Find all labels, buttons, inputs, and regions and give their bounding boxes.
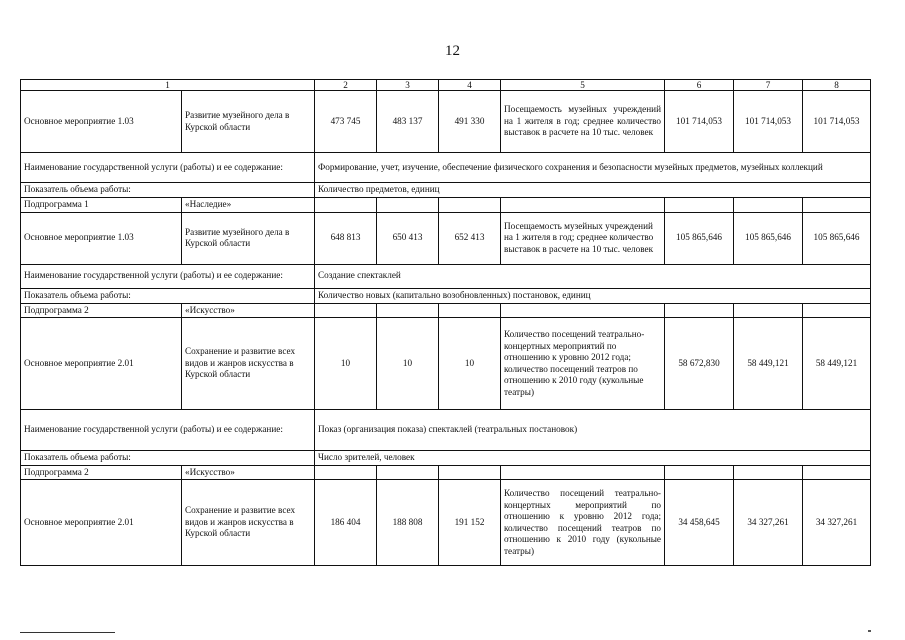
service-text: Показ (организация показа) спектаклей (театральных постановок) [315,410,871,451]
table-row [21,480,871,566]
value-col-7: 34 327,261 [734,480,803,566]
service-label: Наименование государственной услуги (работы) и ее содержание: [21,153,315,183]
measure-label: Основное мероприятие 1.03 [21,212,182,264]
subprogram-name: «Наследие» [182,198,315,213]
indicator-label: Показатель объема работы: [21,451,315,466]
value-col-7: 101 714,053 [734,91,803,153]
indicator-text: Количество посещений театрально-концертных мероприятий по отношению к уровню 2012 года; количество посещений театров по отношению к 2010 году (кукольные театры) [501,318,665,410]
table-row [21,183,871,198]
subprogram-name: «Искусство» [182,303,315,318]
measure-name: Развитие музейного дела в Курской области [182,212,315,264]
header-col-4: 4 [439,80,501,91]
value-col-3: 10 [377,318,439,410]
value-col-7: 58 449,121 [734,318,803,410]
indicator-value: Число зрителей, человек [315,451,871,466]
value-col-4: 10 [439,318,501,410]
value-col-8: 105 865,646 [803,212,871,264]
value-col-3: 483 137 [377,91,439,153]
table-row [21,451,871,466]
table-row [21,465,871,480]
value-col-8: 101 714,053 [803,91,871,153]
measure-name: Сохранение и развитие всех видов и жанров искусства в Курской области [182,318,315,410]
footer-rule [20,632,115,633]
table-row [21,198,871,213]
value-col-3: 650 413 [377,212,439,264]
header-row [21,80,871,91]
measure-name: Сохранение и развитие всех видов и жанров искусства в Курской области [182,480,315,566]
subprogram-label: Подпрограмма 1 [21,198,182,213]
indicator-label: Показатель объема работы: [21,183,315,198]
header-col-1: 1 [21,80,315,91]
table-row [21,318,871,410]
value-col-8: 58 449,121 [803,318,871,410]
value-col-8: 34 327,261 [803,480,871,566]
value-col-2: 473 745 [315,91,377,153]
subprogram-label: Подпрограмма 2 [21,303,182,318]
value-col-6: 105 865,646 [665,212,734,264]
value-col-6: 34 458,645 [665,480,734,566]
table-row [21,410,871,451]
indicator-label: Показатель объема работы: [21,288,315,303]
measure-name: Развитие музейного дела в Курской области [182,91,315,153]
indicator-text: Посещаемость музейных учреждений на 1 жителя в год; среднее количество выставок в расчете на 10 тыс. человек [501,91,665,153]
subprogram-name: «Искусство» [182,465,315,480]
value-col-4: 191 152 [439,480,501,566]
service-text: Формирование, учет, изучение, обеспечение физического сохранения и безопасности музейных предметов, музейных коллекций [315,153,871,183]
indicator-value: Количество предметов, единиц [315,183,871,198]
value-col-2: 648 813 [315,212,377,264]
header-col-6: 6 [665,80,734,91]
value-col-6: 58 672,830 [665,318,734,410]
measure-label: Основное мероприятие 2.01 [21,480,182,566]
value-col-2: 10 [315,318,377,410]
footer-mark [868,630,871,632]
service-text: Создание спектаклей [315,264,871,288]
indicator-value: Количество новых (капитально возобновленных) постановок, единиц [315,288,871,303]
page-number: 12 [445,43,460,59]
table-row [21,288,871,303]
header-col-2: 2 [315,80,377,91]
indicator-text: Посещаемость музейных учреждений на 1 жителя в год; среднее количество выставок в расчете на 10 тыс. человек [501,212,665,264]
header-col-8: 8 [803,80,871,91]
table-row [21,303,871,318]
table-row [21,153,871,183]
program-table [20,79,871,566]
measure-label: Основное мероприятие 2.01 [21,318,182,410]
indicator-text: Количество посещений театрально-концертных мероприятий по отношению к уровню 2012 года; количество посещений театров по отношению к 2010 году (кукольные театры) [501,480,665,566]
header-col-7: 7 [734,80,803,91]
header-col-3: 3 [377,80,439,91]
value-col-6: 101 714,053 [665,91,734,153]
value-col-4: 652 413 [439,212,501,264]
service-label: Наименование государственной услуги (работы) и ее содержание: [21,264,315,288]
value-col-3: 188 808 [377,480,439,566]
subprogram-label: Подпрограмма 2 [21,465,182,480]
service-label: Наименование государственной услуги (работы) и ее содержание: [21,410,315,451]
value-col-2: 186 404 [315,480,377,566]
measure-label: Основное мероприятие 1.03 [21,91,182,153]
header-col-5: 5 [501,80,665,91]
value-col-4: 491 330 [439,91,501,153]
value-col-7: 105 865,646 [734,212,803,264]
table-row [21,91,871,153]
table-row [21,212,871,264]
table-row [21,264,871,288]
